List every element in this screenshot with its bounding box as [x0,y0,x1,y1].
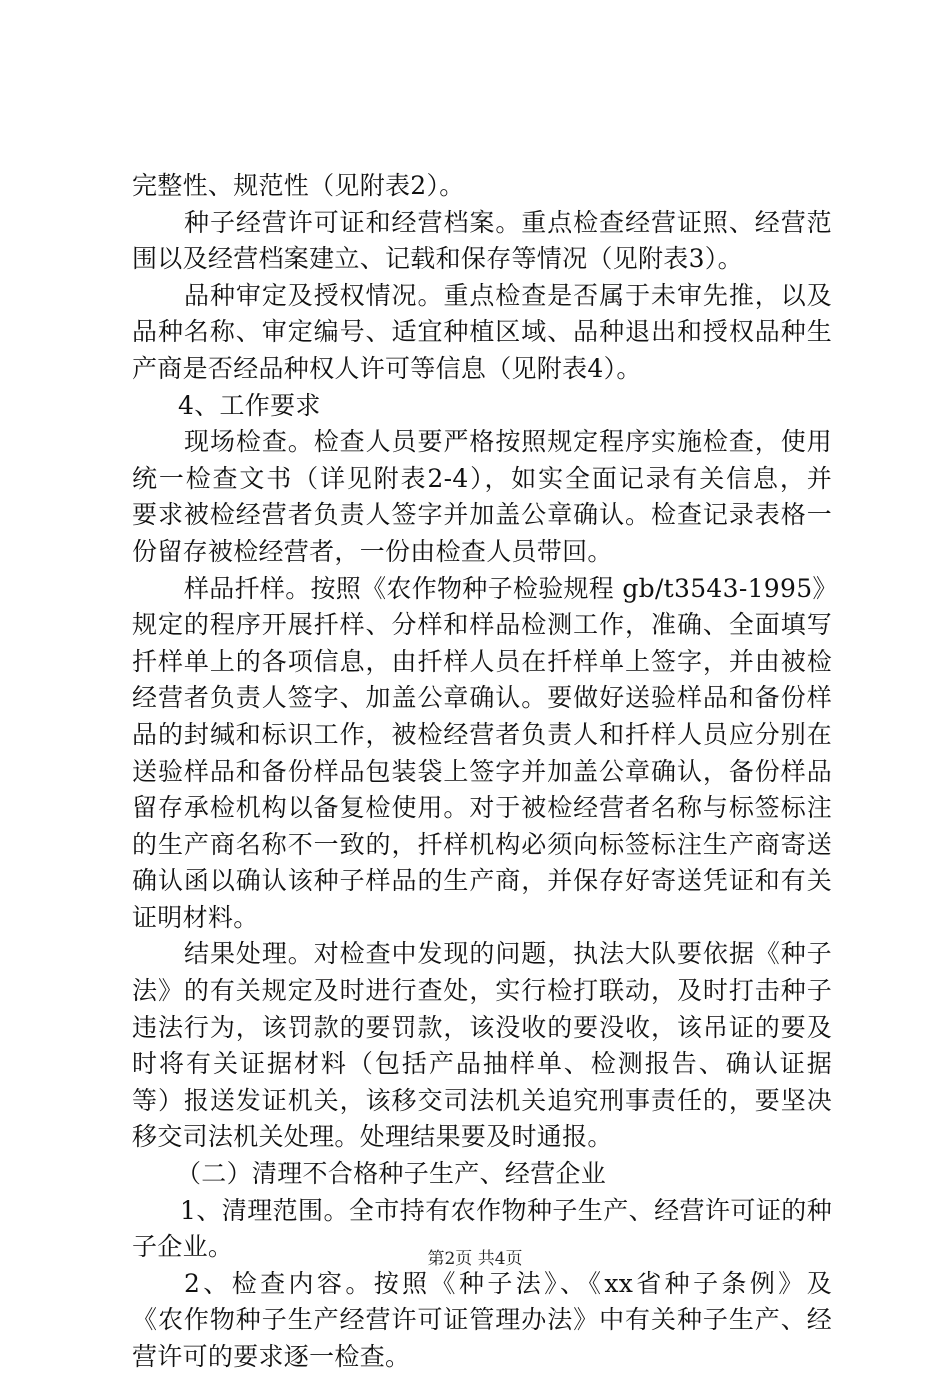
text-line: 要求被检经营者负责人签字并加盖公章确认。检查记录表格一 [132,500,832,530]
page-footer [0,1244,950,1269]
text-line: 移交司法机关处理。处理结果要及时通报。 [132,1122,613,1152]
text-line: 品种审定及授权情况。重点检查是否属于未审先推，以及 [184,280,832,310]
document-body [132,168,838,1376]
text-line: 法》的有关规定及时进行查处，实行检打联动，及时打击种子 [132,976,832,1006]
text-line: 的生产商名称不一致的，扦样机构必须向标签标注生产商寄送 [132,829,832,859]
text-line: 种子经营许可证和经营档案。重点检查经营证照、经营范 [184,207,832,237]
text-line: 统一检查文书（详见附表2-4），如实全面记录有关信息，并 [132,463,832,493]
text-line: 等）报送发证机关，该移交司法机关追究刑事责任的，要坚决 [132,1085,832,1115]
text-line: 经营者负责人签字、加盖公章确认。要做好送验样品和备份样 [132,683,832,713]
text-line: 规定的程序开展扦样、分样和样品检测工作，准确、全面填写 [132,610,832,640]
text-line: 品的封缄和标识工作，被检经营者负责人和扦样人员应分别在 [132,719,832,749]
text-line: 子企业。 [132,1232,234,1262]
text-line: 时将有关证据材料（包括产品抽样单、检测报告、确认证据 [132,1049,832,1079]
text-line: 品种名称、审定编号、适宜种植区域、品种退出和授权品种生 [132,317,832,347]
text-line: 证明材料。 [132,902,259,932]
page-number: 第2页 共4页 [427,1249,523,1269]
text-line: 留存承检机构以备复检使用。对于被检经营者名称与标签标注 [132,793,832,823]
text-line: 营许可的要求逐一检查。 [132,1342,411,1371]
text-line: 送验样品和备份样品包装袋上签字并加盖公章确认，备份样品 [132,756,832,786]
text-line: 4、工作要求 [178,390,321,420]
text-line: 完整性、规范性（见附表2）。 [132,171,465,200]
text-line: 《农作物种子生产经营许可证管理办法》中有关种子生产、经 [132,1305,832,1335]
text-line: 产商是否经品种权人许可等信息（见附表4）。 [132,353,642,383]
text-line: 2、检查内容。按照《种子法》、《xx省种子条例》及 [184,1268,832,1298]
text-line: （二）清理不合格种子生产、经营企业 [176,1159,607,1189]
text-line: 围以及经营档案建立、记载和保存等情况（见附表3）。 [132,244,743,274]
text-line: 样品扦样。按照《农作物种子检验规程 gb/t3543-1995》 [184,573,838,603]
text-line: 结果处理。对检查中发现的问题，执法大队要依据《种子 [184,939,832,969]
text-line: 1、清理范围。全市持有农作物种子生产、经营许可证的种 [180,1195,832,1225]
text-line: 违法行为，该罚款的要罚款，该没收的要没收，该吊证的要及 [132,1012,832,1042]
text-line: 现场检查。检查人员要严格按照规定程序实施检查，使用 [184,427,832,457]
text-line: 确认函以确认该种子样品的生产商，并保存好寄送凭证和有关 [132,866,832,896]
text-line: 份留存被检经营者，一份由检查人员带回。 [132,536,613,566]
text-line: 扦样单上的各项信息，由扦样人员在扦样单上签字，并由被检 [132,646,832,676]
